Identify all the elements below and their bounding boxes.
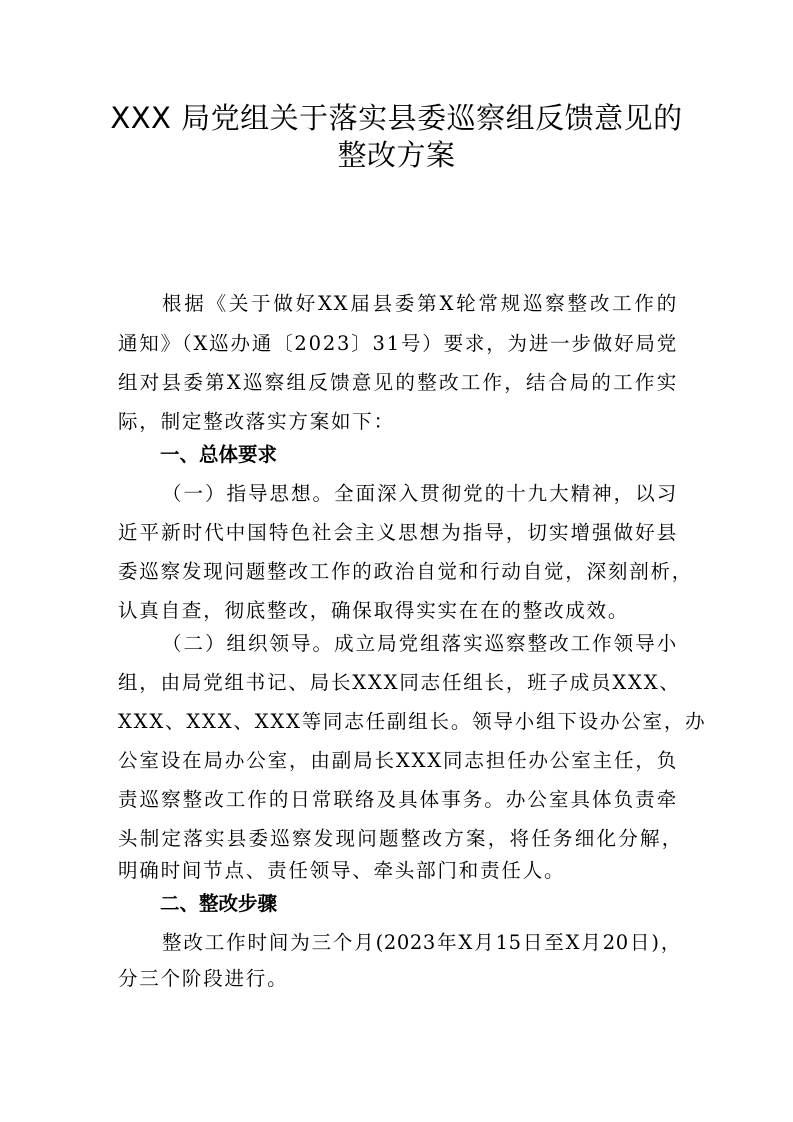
document-title-line-1: XXX 局党组关于落实县委巡察组反馈意见的 [110,101,683,135]
intro-line: 根据《关于做好XX届县委第X轮常规巡察整改工作的 [162,292,678,315]
paragraph-line: 整改工作时间为三个月(2023年X月15日至X月20日)， [162,931,681,954]
paragraph-line: 头制定落实县委巡察发现问题整改方案，将任务细化分解， [118,827,683,850]
paragraph-line: 认真自查，彻底整改，确保取得实实在在的整改成效。 [118,599,630,622]
paragraph-line: 组，由局党组书记、局长XXX同志任组长，班子成员XXX、 [118,671,681,694]
paragraph-line: XXX、XXX、XXX等同志任副组长。领导小组下设办公室，办 [118,710,707,733]
paragraph-line: （二）组织领导。成立局党组落实巡察整改工作领导小 [162,632,678,655]
intro-line: 组对县委第X巡察组反馈意见的整改工作，结合局的工作实 [118,371,678,394]
paragraph-line: 委巡察发现问题整改工作的政治自觉和行动自觉，深刻剖析， [118,560,694,583]
intro-line: 通知》（X巡办通〔2023〕31号）要求，为进一步做好局党 [118,332,678,355]
paragraph-line: 责巡察整改工作的日常联络及具体事务。办公室具体负责牵 [118,788,678,811]
paragraph-line: 公室设在局办公室，由副局长XXX同志担任办公室主任，负 [118,749,678,772]
section-heading-2: 二、整改步骤 [160,892,278,915]
paragraph-line: 分三个阶段进行。 [118,967,289,990]
section-heading-1: 一、总体要求 [160,443,278,466]
document-title-line-2: 整改方案 [337,138,456,172]
paragraph-line: （一）指导思想。全面深入贯彻党的十九大精神，以习 [162,482,678,505]
paragraph-line: 明确时间节点、责任领导、牵头部门和责任人。 [118,859,566,882]
paragraph-line: 近平新时代中国特色社会主义思想为指导，切实增强做好县 [118,521,678,544]
intro-line: 际，制定整改落实方案如下： [118,410,395,433]
